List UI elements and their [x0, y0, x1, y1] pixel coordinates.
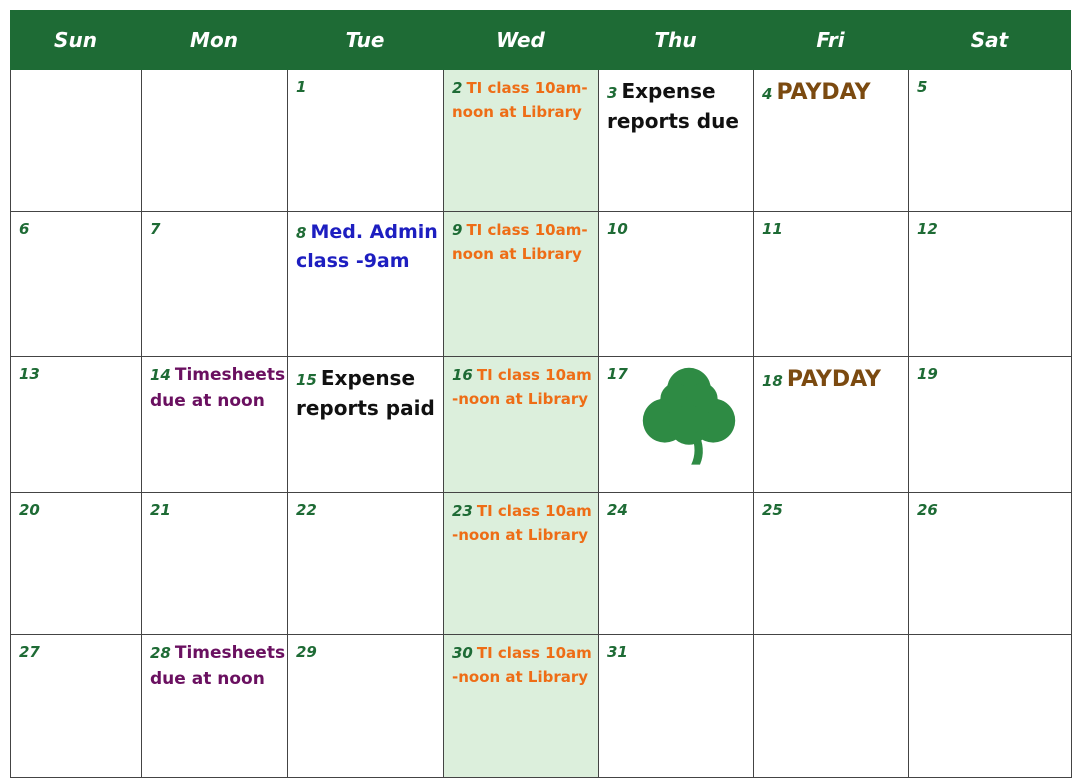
calendar-day-cell[interactable]: [11, 70, 142, 212]
calendar-event: [296, 363, 439, 423]
calendar-day-cell[interactable]: [288, 357, 444, 493]
day-number: 3: [607, 84, 618, 102]
event-text: PAYDAY: [776, 80, 871, 105]
weekday-header: [10, 10, 1071, 70]
calendar-day-cell[interactable]: [11, 493, 142, 635]
weekday-sun: Sun: [54, 28, 97, 52]
calendar-day-cell[interactable]: [909, 493, 1072, 635]
day-number: 15: [296, 371, 317, 389]
event-text: TI class 10am-noon at Library: [452, 221, 588, 263]
calendar-day-cell[interactable]: [142, 493, 288, 635]
calendar-event: [452, 218, 594, 266]
day-number: 31: [607, 643, 628, 661]
calendar-event: [762, 363, 904, 396]
event-text: Expense reports paid: [296, 366, 435, 420]
calendar-event: [452, 499, 594, 547]
calendar-event: [452, 76, 594, 124]
calendar-day-cell[interactable]: [288, 493, 444, 635]
day-number: 6: [19, 220, 30, 238]
event-text: TI class 10am -noon at Library: [452, 644, 592, 686]
shamrock-icon: [634, 359, 744, 469]
day-number: 8: [296, 224, 307, 242]
calendar-day-cell[interactable]: [142, 70, 288, 212]
calendar-grid: [10, 70, 1072, 778]
event-text: Med. Admin class -9am: [296, 221, 438, 272]
day-number: 10: [607, 220, 628, 238]
day-number: 17: [607, 365, 628, 383]
day-number: 7: [150, 220, 161, 238]
calendar-day-cell[interactable]: [11, 635, 142, 778]
day-number: 27: [19, 643, 40, 661]
calendar-day-cell[interactable]: [909, 70, 1072, 212]
calendar-event: [607, 76, 749, 136]
calendar-day-cell[interactable]: [599, 70, 754, 212]
calendar-day-cell[interactable]: [599, 635, 754, 778]
day-number: 13: [19, 365, 40, 383]
calendar-event: [150, 363, 286, 414]
day-number: 30: [452, 644, 473, 662]
calendar-day-cell[interactable]: [142, 635, 288, 778]
weekday-wed: Wed: [496, 28, 545, 52]
calendar-day-cell[interactable]: [754, 635, 909, 778]
calendar-day-cell[interactable]: [288, 635, 444, 778]
calendar-event: [452, 363, 594, 411]
calendar-day-cell[interactable]: [599, 493, 754, 635]
day-number: 5: [917, 78, 928, 96]
day-number: 12: [917, 220, 938, 238]
calendar-day-cell[interactable]: [444, 493, 599, 635]
calendar-day-cell[interactable]: [909, 357, 1072, 493]
calendar-day-cell[interactable]: [11, 357, 142, 493]
calendar-day-cell[interactable]: [444, 357, 599, 493]
calendar-day-cell[interactable]: [142, 357, 288, 493]
day-number: 9: [452, 221, 463, 239]
calendar-day-cell[interactable]: [754, 357, 909, 493]
event-text: Timesheets due at noon: [150, 365, 286, 411]
calendar-day-cell[interactable]: [142, 212, 288, 357]
calendar-day-cell[interactable]: [754, 70, 909, 212]
weekday-thu: Thu: [654, 28, 697, 52]
day-number: 26: [917, 501, 938, 519]
calendar-event: [296, 218, 439, 275]
day-number: 1: [296, 78, 307, 96]
calendar-event: [452, 641, 594, 689]
day-number: 18: [762, 372, 783, 390]
event-text: Timesheets due at noon: [150, 643, 286, 689]
event-text: TI class 10am -noon at Library: [452, 502, 592, 544]
day-number: 21: [150, 501, 171, 519]
calendar: [10, 10, 1081, 778]
weekday-mon: Mon: [190, 28, 238, 52]
calendar-day-cell[interactable]: [444, 635, 599, 778]
calendar-day-cell[interactable]: [11, 212, 142, 357]
day-number: 22: [296, 501, 317, 519]
day-number: 14: [150, 366, 171, 384]
day-number: 23: [452, 502, 473, 520]
calendar-day-cell[interactable]: [444, 212, 599, 357]
calendar-day-cell[interactable]: [754, 493, 909, 635]
calendar-event: [150, 641, 286, 692]
calendar-day-cell[interactable]: [754, 212, 909, 357]
calendar-day-cell[interactable]: [288, 70, 444, 212]
calendar-day-cell[interactable]: [288, 212, 444, 357]
calendar-day-cell[interactable]: [599, 212, 754, 357]
calendar-day-cell[interactable]: [909, 635, 1072, 778]
day-number: 11: [762, 220, 783, 238]
day-number: 4: [762, 85, 773, 103]
weekday-fri: Fri: [816, 28, 845, 52]
event-text: TI class 10am -noon at Library: [452, 366, 592, 408]
day-number: 2: [452, 79, 463, 97]
day-number: 25: [762, 501, 783, 519]
day-number: 28: [150, 644, 171, 662]
calendar-day-cell[interactable]: [599, 357, 754, 493]
event-text: PAYDAY: [786, 367, 881, 392]
day-number: 19: [917, 365, 938, 383]
day-number: 20: [19, 501, 40, 519]
weekday-sat: Sat: [970, 28, 1009, 52]
day-number: 29: [296, 643, 317, 661]
calendar-day-cell[interactable]: [909, 212, 1072, 357]
calendar-event: [762, 76, 904, 109]
event-text: Expense reports due: [607, 79, 739, 133]
calendar-day-cell[interactable]: [444, 70, 599, 212]
weekday-tue: Tue: [345, 28, 385, 52]
event-text: TI class 10am-noon at Library: [452, 79, 588, 121]
day-number: 16: [452, 366, 473, 384]
day-number: 24: [607, 501, 628, 519]
